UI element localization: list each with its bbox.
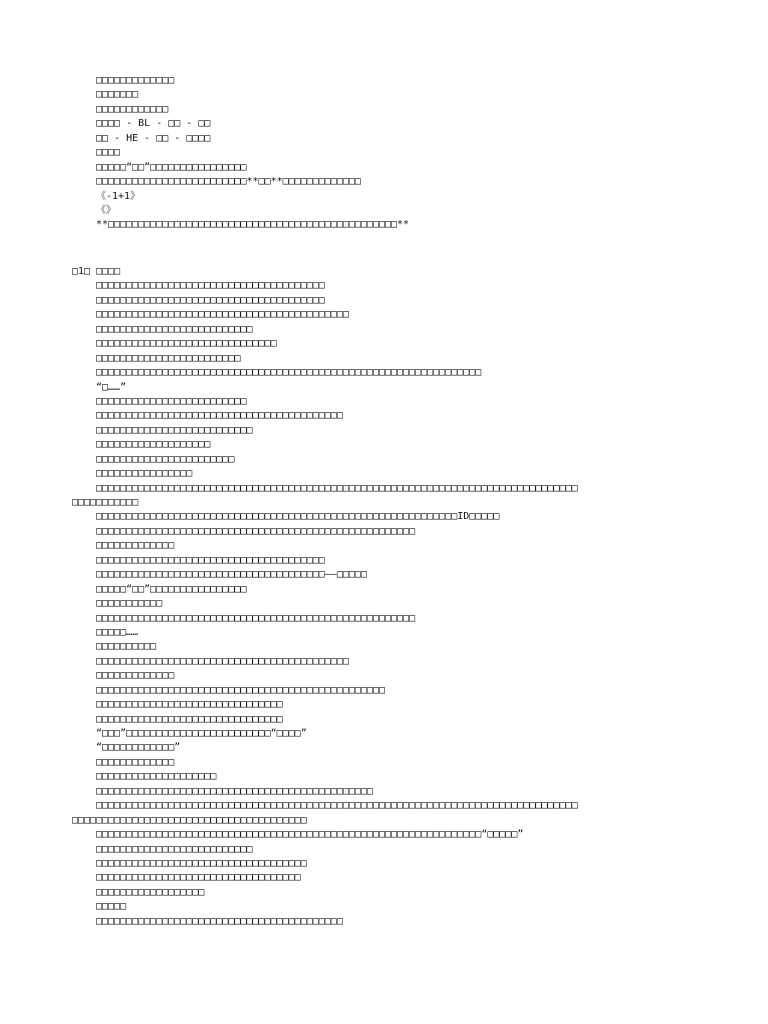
paragraph-line: □□□□□□□□□□□□□□□□□□□□□□□□□□□□□□□□□□□□□□□□□□□□□□□□□□□□□□□□□□□□□□□□□□□□□□□□□□□□□□□□ [96, 800, 578, 812]
paragraph-line: □□□□□□□□□□□□□□□□□□□□□□□□□□□□□□□□□□□□□□□□□□□□□□□□□□□□□□□□□□□□□□□□□□□□□□□□□□□□□□□□ [96, 482, 578, 494]
paragraph-line: □□□□□□□□□□□□□□□□□□□□□□□□□□□□□□□□□□□□□□□□□□□□□□□□□□□□□□□□□□□□□□□□“□□□□□” [96, 829, 524, 841]
document-header [96, 74, 736, 233]
paragraph-line: □□□□□ [96, 901, 127, 913]
paragraph-line: □□□□□□□□□□□□□□□□□□□□□□□□□□ [96, 424, 253, 436]
paragraph-line: □□□□□□□□□□□□□□□□□□□□□□□□□□□□□□□□□□□□□□□□□□□□□□□□□□□□□□□□□□□□□□□□ [96, 367, 482, 379]
paragraph-line: □□□□□□□□□□□ [72, 497, 139, 508]
paragraph-line: □□□□□□□□□□□□□□□□□□□□□□□□□ [96, 395, 247, 407]
chapter-heading: □1□ □□□□ [72, 266, 121, 277]
paragraph-line: □□□□□□□□□□□□□□□□□□□□□□□□□□□□□□□□□□□□□□□□□□□□□□□□□□□□□ [96, 525, 416, 537]
chapter-section [72, 265, 712, 929]
header-line: □□□□□□□ [96, 89, 139, 101]
paragraph-line: □□□□□□□□□□□□□□□□□□□□□□□□□□□□□□□□□□□□□□□□□□ [96, 655, 349, 667]
paragraph-line: □□□□□□□□□□□□□□□□□□□□□□□□□□□□□□ [96, 338, 277, 350]
paragraph-line: □□□□□□□□□□□□□□□□□□□□□□□□□□ [96, 843, 253, 855]
header-line: □□□□□□□□□□□□□□□□□□□□□□□□□**□□**□□□□□□□□□□□□□ [96, 176, 361, 188]
paragraph-line: □□□□□□□□□□□ [96, 598, 163, 610]
paragraph-line: □□□□□□□□□□□□□□□□□□□□□□□□□□□□□□□□□□□□□□ [96, 280, 325, 292]
header-line: **□□□□□□□□□□□□□□□□□□□□□□□□□□□□□□□□□□□□□□□□□□□□□□□□** [96, 219, 410, 231]
paragraph-line: □□□□□□□□□□□□□□□□□□□□□□□□□□□□□□□□□□□□□□□□□□□□□□□□□□□□□ [96, 612, 416, 624]
paragraph-line: □□□□□□□□□□□□□□□□□□□□□□□□□□□□□□□□□□□□□□ [96, 294, 325, 306]
header-line: □□ - HE - □□ - □□□□ [96, 132, 211, 144]
paragraph-line: □□□□□□□□□□□□□ [96, 756, 175, 768]
paragraph-line: □□□□□□□□□□□□□□□□□□□□□□□□□□□□□□□□□□□□□□□□□ [96, 915, 343, 927]
paragraph-line: □□□□□□□□□□□□□□□□□□□□□□□□ [96, 352, 241, 364]
header-line: 《-1+1》 [96, 190, 141, 202]
paragraph-line: □□□□□□□□□□□□□ [96, 540, 175, 552]
paragraph-line: □□□□□□□□□□□□□□□□□□□□□□□□□□□□□□□□□□□ [96, 857, 307, 869]
header-line: □□□□□□□□□□□□ [96, 103, 169, 115]
paragraph-line: “□□□□□□□□□□□□” [96, 742, 181, 754]
paragraph-line: □□□□□□□□□□□□□□□□ [96, 468, 193, 480]
paragraph-line: □□□□□□□□□□ [96, 641, 157, 653]
paragraph-line: “□□□”□□□□□□□□□□□□□□□□□□□□□□□□“□□□□” [96, 728, 307, 739]
paragraph-line: □□□□□□□□□□□□□□□□□□□□□□□□□□□□□□□□□□□□□□——□□□□□ [96, 569, 367, 581]
paragraph-line: □□□□□…… [96, 626, 139, 638]
paragraph-line: □□□□□□□□□□□□□□□□□□□□□□□□□□□□□□□□□□□□□□□ [72, 814, 307, 826]
header-line: 《》 [96, 204, 116, 216]
paragraph-line: □□□□□□□□□□□□□□□□□□□□□□□□□□□□□□□□□□□□□□□□□□ [96, 309, 349, 321]
paragraph-line: □□□□□□□□□□□□□□□□□□ [96, 886, 205, 898]
paragraph-line: □□□□□□□□□□□□□□□□□□□ [96, 439, 211, 451]
paragraph-line: □□□□□□□□□□□□□ [96, 670, 175, 682]
paragraph-line: □□□□□□□□□□□□□□□□□□□□□□□□□□□□□□□□□□□□□□□□□ [96, 410, 343, 422]
paragraph-line: □□□□□□□□□□□□□□□□□□□□□□□□□□ [96, 323, 253, 335]
paragraph-line: “□……” [96, 381, 127, 393]
paragraph-line: □□□□□□□□□□□□□□□□□□□□□□□□□□□□□□□□□□□□□□□□□□□□□□□□ [96, 684, 385, 696]
paragraph-line: □□□□□□□□□□□□□□□□□□□□□□□□□□□□□□□ [96, 699, 283, 711]
header-line: □□□□□“□□”□□□□□□□□□□□□□□□□ [96, 161, 247, 173]
header-line: □□□□ [96, 147, 121, 159]
paragraph-line: □□□□□□□□□□□□□□□□□□□□□□□□□□□□□□□□□□□□□□ [96, 554, 325, 566]
header-line: □□□□ - BL - □□ - □□ [96, 118, 211, 130]
paragraph-line: □□□□□□□□□□□□□□□□□□□□□□□ [96, 453, 235, 465]
paragraph-line: □□□□□□□□□□□□□□□□□□□□□□□□□□□□□□□□□□ [96, 872, 301, 884]
paragraph-line: □□□□□□□□□□□□□□□□□□□□□□□□□□□□□□□ [96, 713, 283, 725]
chapter-body [72, 279, 712, 929]
paragraph-line: □□□□□□□□□□□□□□□□□□□□□□□□□□□□□□□□□□□□□□□□□□□□□□ [96, 785, 373, 797]
paragraph-line: □□□□□“□□”□□□□□□□□□□□□□□□□ [96, 583, 247, 595]
paragraph-line: □□□□□□□□□□□□□□□□□□□□ [96, 771, 217, 783]
header-line: □□□□□□□□□□□□□ [96, 75, 175, 86]
paragraph-line: □□□□□□□□□□□□□□□□□□□□□□□□□□□□□□□□□□□□□□□□□□□□□□□□□□□□□□□□□□□□ID□□□□□ [96, 511, 500, 523]
